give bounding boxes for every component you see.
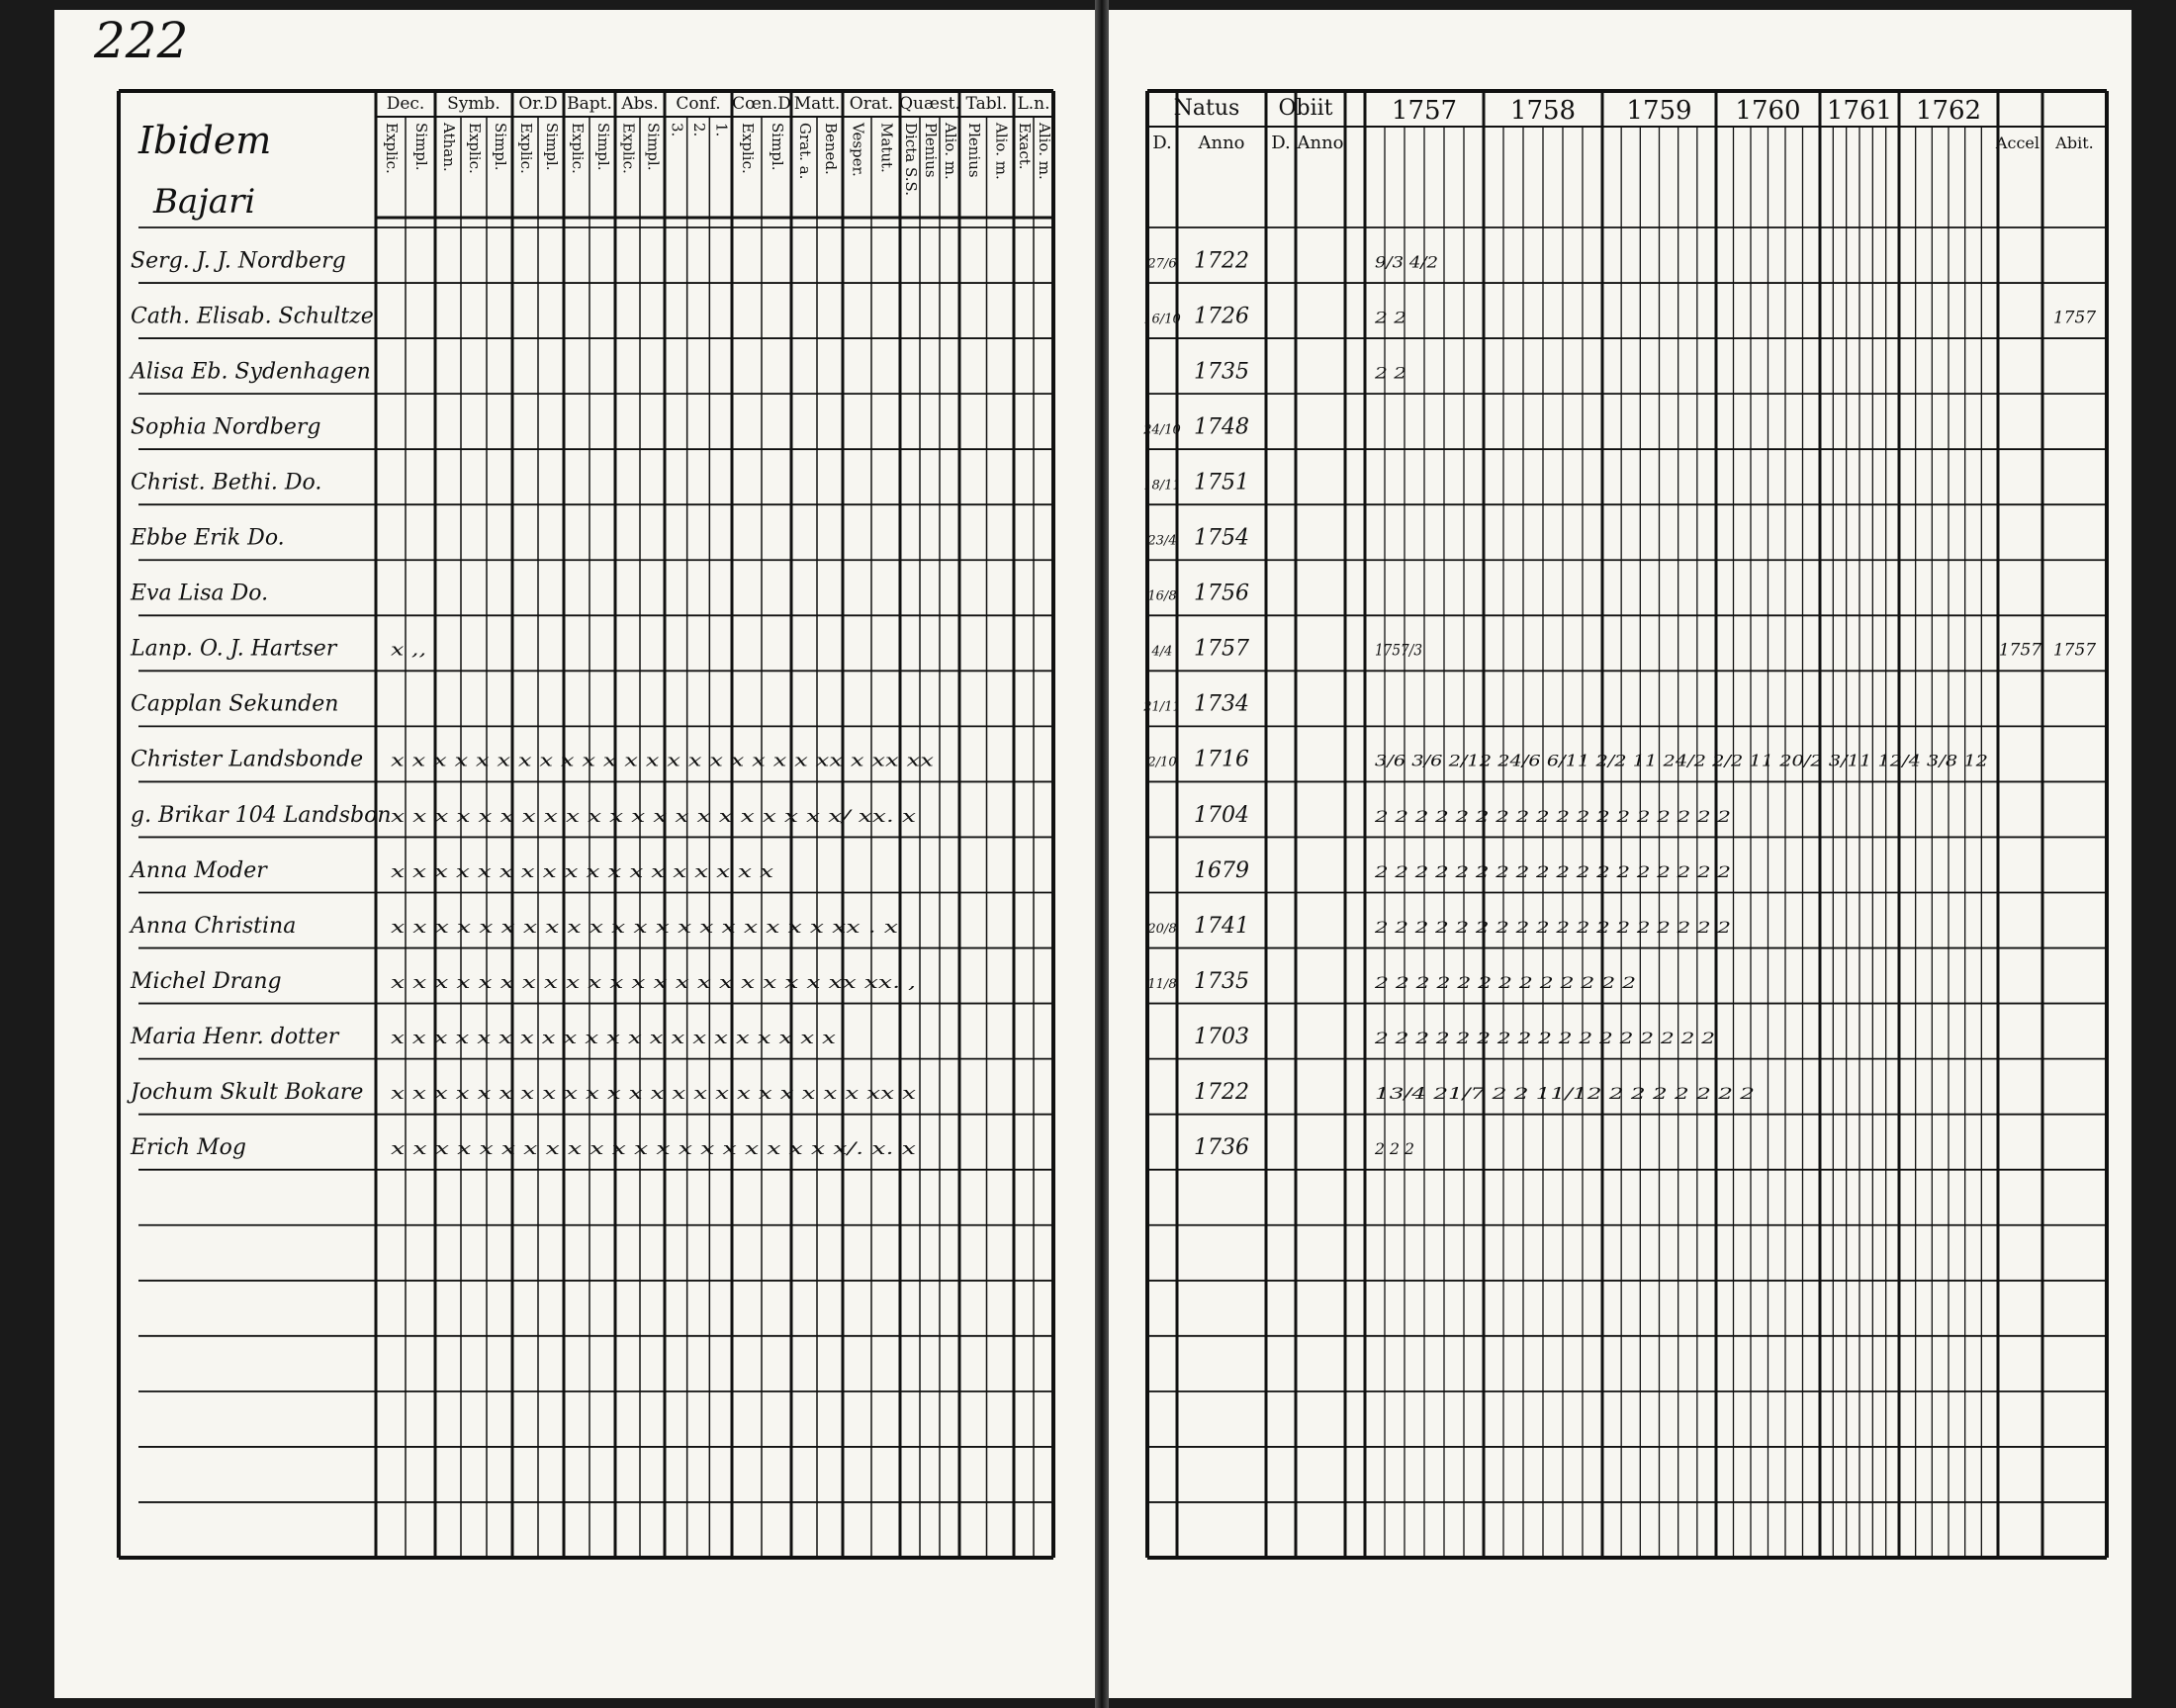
attendance-marks: 9/3 4/2 <box>1375 252 1438 272</box>
column-subheader: Simpl. <box>769 123 786 171</box>
attendance-marks: 2 2 2 2 2 2 2 2 2 2 2 2 2 2 2 2 2 2 <box>1373 806 1731 826</box>
register-subtitle: Bajari <box>153 182 256 222</box>
attendance-marks: 13/4 21/7 2 2 11/12 2 2 2 2 2 2 2 <box>1375 1083 1755 1103</box>
birth-year: 1735 <box>1194 968 1249 994</box>
birth-day: 27/6 <box>1147 256 1177 272</box>
attendance-marks: 2 2 <box>1373 363 1406 383</box>
column-group-header: Orat. <box>849 94 894 114</box>
natus-header: Natus <box>1173 96 1240 121</box>
obiit-header: Obiit <box>1278 96 1333 121</box>
attendance-marks: 2 2 2 2 2 2 2 2 2 2 2 2 2 2 2 2 2 2 <box>1373 917 1731 937</box>
person-name: Eva Lisa Do. <box>131 581 269 606</box>
column-group-header: Quæst. <box>899 94 960 114</box>
column-subheader: Alio. m. <box>992 123 1011 180</box>
column-subheader: 3. <box>668 123 686 137</box>
natus-day-header: D. <box>1152 133 1172 153</box>
column-group-header: Cœn.D <box>732 94 791 114</box>
column-subheader: Explic. <box>517 123 535 174</box>
person-name: Capplan Sekunden <box>131 691 339 717</box>
birth-year: 1716 <box>1194 747 1249 772</box>
column-subheader: Alio. m. <box>942 123 959 180</box>
birth-year: 1756 <box>1194 581 1249 606</box>
column-subheader: Explic. <box>739 123 757 174</box>
column-subheader: 2. <box>690 123 708 137</box>
column-subheader: Simpl. <box>594 123 612 171</box>
birth-day: 23/4 <box>1147 533 1177 549</box>
attendance-marks: 2 2 <box>1373 308 1406 327</box>
person-name: Cath. Elisab. Schultze <box>131 304 374 329</box>
birth-year: 1757 <box>1194 636 1249 662</box>
column-subheader: Plenius <box>922 123 940 178</box>
birth-day: 16/10 <box>1143 312 1181 327</box>
birth-year: 1748 <box>1194 414 1249 440</box>
year-header: 1762 <box>1915 96 1982 126</box>
birth-year: 1679 <box>1194 857 1249 883</box>
column-subheader: Simpl. <box>644 123 663 171</box>
attendance-marks: 2 2 2 2 2 2 2 2 2 2 2 2 2 <box>1373 972 1636 992</box>
year-header: 1760 <box>1735 96 1801 126</box>
exam-marks: x x x x x x x x x x x x x x x x x x x x x/ xx. x <box>391 806 917 827</box>
column-group-header: Tabl. <box>965 94 1008 114</box>
person-name: Serg. J. J. Nordberg <box>131 248 346 274</box>
column-subheader: Alio. m. <box>1036 123 1053 180</box>
column-subheader: Explic. <box>619 123 638 174</box>
birth-day: 2/10 <box>1147 755 1177 770</box>
birth-year: 1704 <box>1194 802 1249 828</box>
birth-day: 20/8 <box>1147 921 1177 937</box>
column-subheader: Simpl. <box>543 123 561 171</box>
column-subheader: Athan. <box>440 123 458 172</box>
column-subheader: Simpl. <box>412 123 430 171</box>
birth-year: 1736 <box>1194 1135 1249 1161</box>
column-subheader: Simpl. <box>492 123 509 171</box>
column-subheader: Vesper. <box>849 123 867 177</box>
column-subheader: Explic. <box>383 123 401 174</box>
person-name: Christer Landsbonde <box>131 747 364 772</box>
year-header: 1759 <box>1626 96 1692 126</box>
birth-year: 1722 <box>1194 248 1249 274</box>
person-name: Ebbe Erik Do. <box>131 525 285 551</box>
birth-year: 1751 <box>1194 470 1249 495</box>
birth-day: 4/4 <box>1151 644 1173 660</box>
natus-year-header: Anno <box>1198 133 1245 153</box>
birth-year: 1754 <box>1194 525 1249 551</box>
column-group-header: Matt. <box>793 94 841 114</box>
abit-year: 1757 <box>2052 640 2097 661</box>
year-header: 1761 <box>1826 96 1893 126</box>
person-name: Anna Moder <box>131 857 267 883</box>
birth-year: 1722 <box>1194 1079 1249 1105</box>
person-name: Erich Mog <box>131 1135 246 1161</box>
birth-year: 1726 <box>1194 304 1249 329</box>
birth-year: 1703 <box>1194 1024 1249 1049</box>
person-name: g. Brikar 104 Landsbon <box>131 802 392 828</box>
exam-marks: x x x x x x x x x x x x x x x x x x x x xx . x <box>391 917 899 938</box>
column-group-header: Bapt. <box>567 94 612 114</box>
attendance-marks: 2 2 2 <box>1374 1139 1414 1159</box>
person-name: Sophia Nordberg <box>131 414 321 440</box>
accel-header: Accel. <box>1995 134 2045 152</box>
person-name: Michel Drang <box>131 968 282 994</box>
abit-header: Abit. <box>2055 134 2094 152</box>
abit-year: 1757 <box>2052 308 2097 328</box>
column-subheader: Grat. a. <box>796 123 814 180</box>
birth-year: 1734 <box>1194 691 1249 717</box>
exam-marks: x x x x x x x x x x x x x x x x x x x x xx x xx xx <box>391 751 935 771</box>
person-name: Maria Henr. dotter <box>131 1024 339 1049</box>
accel-year: 1757 <box>1998 640 2042 661</box>
attendance-marks: 3/6 3/6 2/12 24/6 6/11 2/2 11 24/2 2/2 11 20/2 3/11 12/4 3/8 12 <box>1375 751 1988 770</box>
birth-year: 1735 <box>1194 359 1249 385</box>
column-group-header: Conf. <box>676 94 721 114</box>
register-title: Ibidem <box>138 119 272 162</box>
attendance-marks: 2 2 2 2 2 2 2 2 2 2 2 2 2 2 2 2 2 <box>1373 1028 1715 1047</box>
person-name: Jochum Skult Bokare <box>131 1079 364 1105</box>
exam-marks: x x x x x x x x x x x x x x x x x x x x x <box>391 1028 837 1048</box>
column-subheader: Bened. <box>822 123 840 175</box>
birth-year: 1741 <box>1194 913 1249 939</box>
person-name: Alisa Eb. Sydenhagen <box>131 359 371 385</box>
column-subheader: Explic. <box>569 123 587 174</box>
page-number: 222 <box>94 12 189 69</box>
birth-day: 18/11 <box>1143 478 1181 494</box>
column-subheader: Exact. <box>1016 123 1034 170</box>
year-header: 1757 <box>1391 96 1458 126</box>
exam-marks: x x x x x x x x x x x x x x x x x x x x x x xx x <box>391 1083 917 1104</box>
column-group-header: Abs. <box>621 94 659 114</box>
birth-day: 21/11 <box>1143 699 1181 715</box>
obiit-day-header: D. <box>1271 133 1291 153</box>
exam-marks: x x x x x x x x x x x x x x x x x x x x x/. x. x <box>391 1139 917 1160</box>
birth-day: 11/8 <box>1147 976 1177 992</box>
exam-marks: x ,, <box>391 640 426 661</box>
column-subheader: 1. <box>712 123 731 137</box>
person-name: Anna Christina <box>131 913 297 939</box>
exam-marks: x x x x x x x x x x x x x x x x x x <box>391 861 774 882</box>
person-name: Lanp. O. J. Hartser <box>131 636 337 662</box>
person-name: Christ. Bethi. Do. <box>131 470 322 495</box>
column-subheader: Matut. <box>877 123 896 173</box>
attendance-marks: 1757/3 <box>1375 640 1422 660</box>
column-subheader: Dicta S.S. <box>902 123 920 196</box>
column-group-header: L.n. <box>1017 94 1050 114</box>
birth-day: 16/8 <box>1147 588 1177 604</box>
column-subheader: Plenius <box>964 123 983 178</box>
column-group-header: Or.D <box>518 94 558 114</box>
year-header: 1758 <box>1509 96 1577 126</box>
birth-day: 24/10 <box>1143 422 1181 438</box>
column-group-header: Symb. <box>447 94 500 114</box>
column-group-header: Dec. <box>386 94 425 114</box>
column-subheader: Explic. <box>466 123 484 174</box>
attendance-marks: 2 2 2 2 2 2 2 2 2 2 2 2 2 2 2 2 2 2 <box>1373 861 1731 881</box>
obiit-year-header: Anno <box>1297 133 1344 153</box>
exam-marks: x x x x x x x x x x x x x x x x x x x x xx xx. , <box>391 972 916 993</box>
